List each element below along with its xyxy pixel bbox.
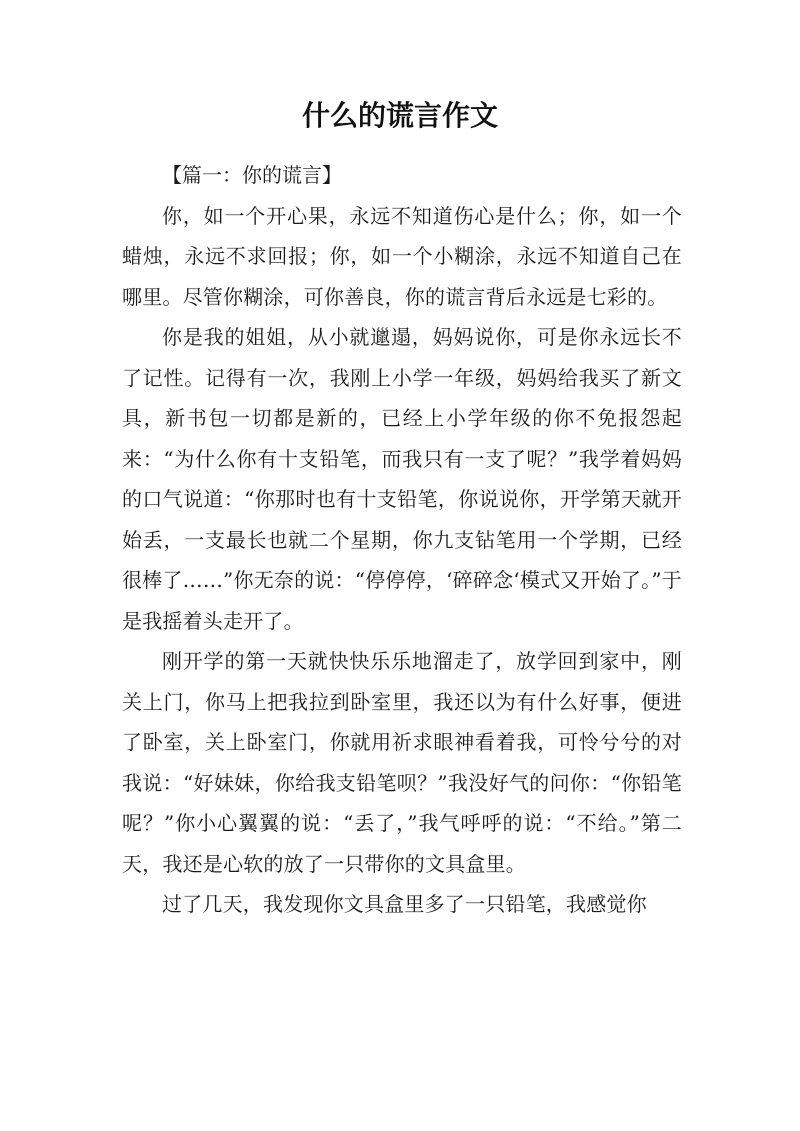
paragraph-1: 你，如一个开心果，永远不知道伤心是什么；你，如一个蜡烛，永远不求回报；你，如一个小糊涂，永远不知道自己在哪里。尽管你糊涂，可你善良，你的谎言背后永远是七彩的。 xyxy=(122,203,682,309)
paragraph-4: 过了几天，我发现你文具盒里多了一只铅笔，我感觉你 xyxy=(162,892,647,916)
document-title: 什么的谎言作文 xyxy=(301,99,498,132)
paragraph-3: 刚开学的第一天就快快乐乐地溜走了，放学回到家中，刚关上门，你马上把我拉到卧室里，我还以为有什么好事，便进了卧室，关上卧室门，你就用祈求眼神看着我，可怜兮兮的对我说：“好妹妹，你给我支铅笔呗？”我没好气的问你：“你铅笔呢？”你小心翼翼的说：“丢了，”我气呼呼的说：“不给。”第二天，我还是心软的放了一只带你的文具盒里。 xyxy=(122,649,682,876)
paragraph-2: 你是我的姐姐，从小就邋遢，妈妈说你，可是你永远长不了记性。记得有一次，我刚上小学一年级，妈妈给我买了新文具，新书包一切都是新的，已经上小学年级的你不免报怨起来：“为什么你有十支铅笔，而我只有一支了呢？”我学着妈妈的口气说道：“你那时也有十支铅笔，你说说你，开学第天就开始丢，一支最长也就二个星期，你九支钻笔用一个学期，已经很棒了……”你无奈的说：“停停停，‘碎碎念‘模式又开始了。”于是我摇着头走开了。 xyxy=(122,325,682,633)
document-body xyxy=(122,155,682,925)
section-heading: 【篇一：你的谎言】 xyxy=(162,163,342,187)
